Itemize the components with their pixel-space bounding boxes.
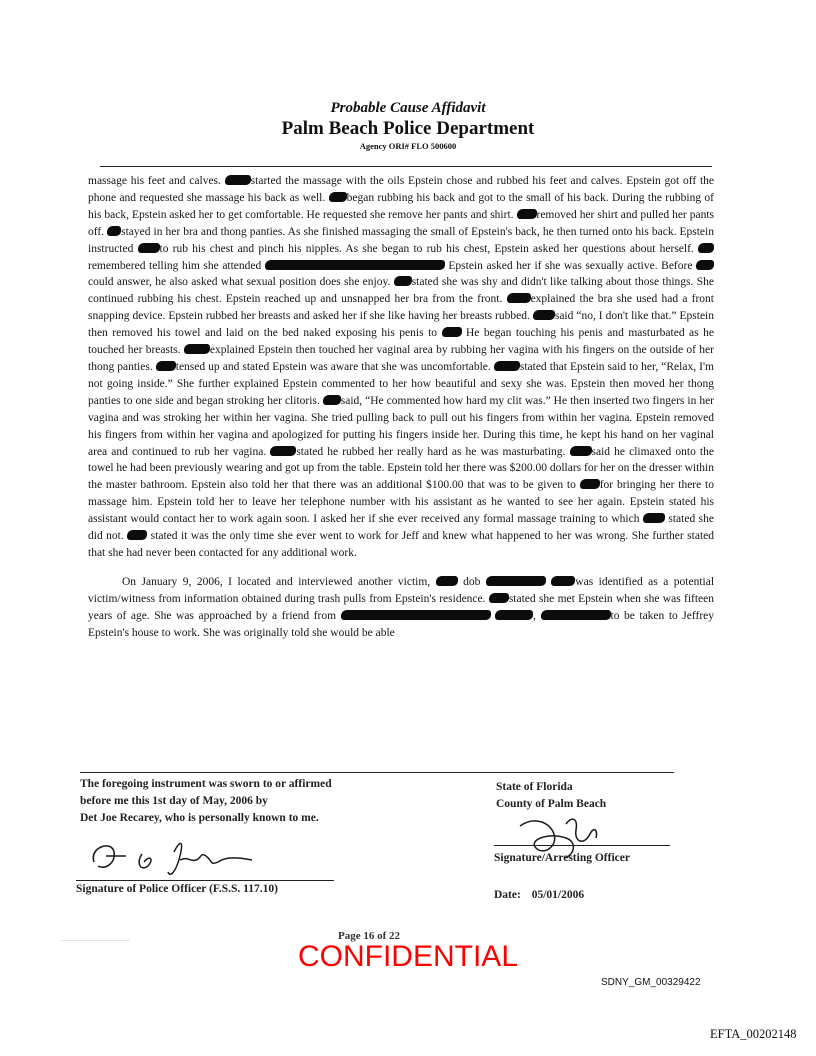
date-value: 05/01/2006 — [531, 889, 585, 901]
officer-signature-image — [84, 832, 264, 882]
page-number: Page 16 of 22 — [338, 930, 401, 942]
redaction-mark — [138, 243, 160, 253]
county-label: County of Palm Beach — [496, 798, 607, 810]
officer-signature-label: Signature of Police Officer (F.S.S. 117.10) — [76, 883, 278, 895]
narrative-paragraph-1 — [88, 173, 714, 562]
sworn-line-2: before me this 1st day of May, 2006 by — [80, 795, 268, 807]
redaction-mark — [323, 395, 341, 405]
department-name: Palm Beach Police Department — [281, 118, 535, 139]
narrative-text: tensed up and stated Epstein was aware that she was uncomfortable. — [175, 360, 494, 373]
signature-date — [494, 887, 584, 904]
redaction-mark — [507, 293, 531, 303]
narrative-text: stated that Epstein said to her, “Relax, I'm not going inside.” She further explained Epstein commented to her how beautiful and sexy she was. Epstein then moved her thong panties to one side and began stroking her clitoris. — [88, 360, 714, 407]
redaction-mark — [486, 576, 546, 586]
redaction-mark — [436, 576, 458, 586]
narrative-text: removed her shirt and pulled her pants off. — [88, 208, 714, 238]
redaction-mark — [494, 361, 520, 371]
redaction-mark — [489, 593, 509, 603]
redaction-mark — [570, 446, 592, 456]
redaction-mark — [495, 610, 533, 620]
sworn-line-3: Det Joe Recarey, who is personally known to me. — [80, 812, 319, 824]
narrative-text: On January 9, 2006, I located and interviewed another victim, — [122, 575, 436, 588]
narrative-text: could answer, he also asked what sexual position does she enjoy. — [88, 276, 394, 289]
narrative-text: said he climaxed onto the towel he had been previously wearing and got up from the table. Epstein told her there was $200.00 dollars for her on the dresser within the master bathroom. Epstein also told her that there was an additional $100.00 that was to be given to — [88, 445, 714, 492]
redaction-mark — [442, 327, 462, 337]
narrative-text: to rub his chest and pinch his nipples. As she began to rub his chest, Epstein asked her questions about herself. — [159, 242, 698, 255]
narrative-text: remembered telling him she attended — [88, 259, 265, 272]
narrative-text: explained Epstein then touched her vaginal area by rubbing her vagina with his fingers on the outside of her thong panties. — [88, 344, 714, 373]
confidential-stamp: CONFIDENTIAL — [297, 940, 519, 973]
redaction-mark — [329, 192, 347, 202]
redaction-mark — [394, 276, 412, 286]
date-label: Date: — [494, 889, 521, 901]
redaction-mark — [127, 530, 147, 540]
redaction-mark — [341, 610, 491, 620]
agency-ori: Agency ORI# FLO 500600 — [359, 141, 457, 151]
redaction-mark — [156, 361, 176, 371]
narrative-text: for bringing her there to massage him. Epstein told her to leave her telephone number with his assistant as he wanted to see her again. Epstein stated his assistant would contact her to work again soon. I asked her if she ever received any formal massage training to which — [88, 479, 714, 526]
state-label: State of Florida — [496, 781, 573, 793]
redaction-mark — [270, 446, 296, 456]
redaction-mark — [225, 175, 251, 185]
document-type-title: Probable Cause Affidavit — [330, 100, 486, 116]
jurisdiction-block — [496, 779, 696, 813]
narrative-text: stayed in her bra and thong panties. As she finished massaging the small of Epstein's back, he then turned onto his back. Epstein instructed — [88, 225, 714, 255]
narrative-paragraph-2 — [88, 574, 714, 642]
efta-number: EFTA_00202148 — [710, 1027, 797, 1041]
redaction-mark — [551, 576, 575, 586]
narrative-text: dob — [457, 575, 486, 588]
narrative-text: stated it was the only time she ever went to work for Jeff and knew what happened to her was wrong. She further stated that she had never been contacted for any additional work. — [88, 530, 714, 559]
redaction-mark — [533, 310, 555, 320]
bates-number: SDNY_GM_00329422 — [601, 977, 701, 988]
narrative-text: began rubbing his back and got to the small of his back. During the rubbing of his back, Epstein asked her to get comfortable. He requested she remove her pants and shirt. — [88, 191, 715, 221]
narrative-text: Epstein asked her if she was sexually active. Before — [444, 259, 696, 272]
narrative-text: He began touching his penis and masturbated as he touched her breasts. — [88, 327, 714, 357]
arresting-signature-line — [494, 845, 670, 846]
narrative-text: said, “He commented how hard my clit was.” He then inserted two fingers in her vagina and was stroking her within her vagina. She tried pulling back to pull out his fingers from within her vagina. Epstein removed his fingers from within her vagina and apologized for putting his fingers inside her. During this time, he kept his hand on her vaginal area and continued to rub her vagina. — [88, 394, 715, 458]
narrative-text: explained the bra she used had a front snapping device. Epstein rubbed her breasts and asked her if she like having her breasts rubbed. — [88, 293, 714, 323]
sworn-statement — [80, 776, 400, 827]
narrative-body — [88, 173, 714, 641]
narrative-text: said “no, I don't like that.” Epstein then removed his towel and laid on the bed naked exposing his penis to — [88, 310, 714, 340]
redaction-mark — [696, 260, 714, 270]
narrative-text: , — [533, 609, 541, 622]
footer-rule — [80, 772, 674, 773]
redaction-mark — [580, 479, 600, 489]
redaction-mark — [517, 209, 537, 219]
narrative-text: stated she was shy and didn't like talking about those things. She continued rubbing his chest. Epstein reached up and unsnapped her bra from the front. — [88, 276, 715, 306]
header-rule — [100, 166, 712, 167]
redaction-mark — [698, 243, 714, 253]
redaction-mark — [184, 344, 210, 354]
narrative-text: was identified as a potential victim/witness from information obtained during trash pulls from Epstein's residence. — [88, 575, 715, 605]
narrative-text: stated she did not. — [88, 513, 714, 543]
redaction-mark — [265, 260, 445, 270]
narrative-text: started the massage with the oils Epstein chose and rubbed his feet and calves. Epstein got off the phone and requested she massage his back as well. — [88, 175, 715, 204]
narrative-text: stated she met Epstein when she was fifteen years of age. She was approached by a friend from — [88, 592, 714, 622]
arresting-signature-label: Signature/Arresting Officer — [494, 852, 630, 864]
redaction-mark — [107, 226, 121, 236]
narrative-text: massage his feet and calves. — [88, 175, 225, 187]
narrative-text: to be taken to Jeffrey Epstein's house to work. She was originally told she would be able — [88, 609, 715, 639]
redaction-mark — [643, 513, 665, 523]
narrative-text: stated he rubbed her really hard as he was masturbating. — [296, 445, 570, 458]
sworn-line-1: The foregoing instrument was sworn to or affirmed — [80, 778, 332, 790]
redaction-mark — [541, 610, 611, 620]
document-header — [0, 98, 816, 152]
